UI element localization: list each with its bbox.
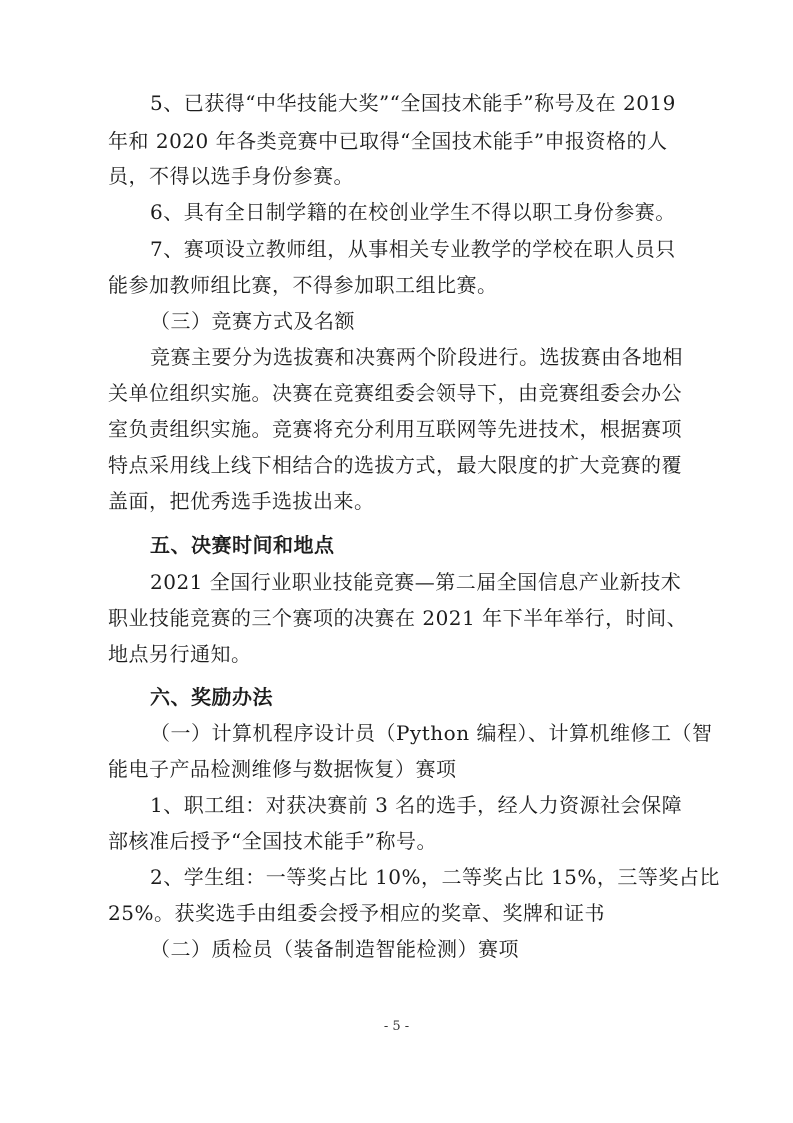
paragraph-line: 关单位组织实施。决赛在竞赛组委会领导下，由竞赛组委会办公 (108, 381, 682, 405)
paragraph-line: 室负责组织实施。竞赛将充分利用互联网等先进技术，根据赛项 (108, 417, 682, 441)
section-subheading: （二）质检员（装备制造智能检测）赛项 (150, 937, 519, 961)
paragraph-line: 能电子产品检测维修与数据恢复）赛项 (108, 757, 457, 781)
paragraph-line: 部核准后授予“全国技术能手”称号。 (108, 829, 437, 853)
paragraph-line: 能参加教师组比赛，不得参加职工组比赛。 (108, 273, 498, 297)
paragraph-line: 2、学生组：一等奖占比 10%，二等奖占比 15%，三等奖占比 (150, 865, 720, 889)
section-subheading: （三）竞赛方式及名额 (150, 309, 355, 333)
section-heading: 五、决赛时间和地点 (150, 533, 335, 557)
paragraph-line: 年和 2020 年各类竞赛中已取得“全国技术能手”申报资格的人 (108, 129, 668, 153)
paragraph-line: 竞赛主要分为选拔赛和决赛两个阶段进行。选拔赛由各地相 (150, 345, 683, 369)
paragraph-line: 特点采用线上线下相结合的选拔方式，最大限度的扩大竞赛的覆 (108, 453, 682, 477)
paragraph-line: 1、职工组：对获决赛前 3 名的选手，经人力资源社会保障 (150, 793, 683, 817)
paragraph-line: 6、具有全日制学籍的在校创业学生不得以职工身份参赛。 (150, 200, 676, 224)
paragraph-line: 员，不得以选手身份参赛。 (108, 164, 354, 188)
paragraph-line: 盖面，把优秀选手选拔出来。 (108, 489, 375, 513)
section-subheading: （一）计算机程序设计员（Python 编程）、计算机维修工（智 (150, 721, 713, 745)
paragraph-line: 5、已获得“中华技能大奖”“全国技术能手”称号及在 2019 (150, 91, 676, 115)
paragraph-line: 2021 全国行业职业技能竞赛—第二届全国信息产业新技术 (150, 570, 682, 594)
paragraph-line: 地点另行通知。 (108, 642, 252, 666)
page-number: - 5 - (383, 1019, 410, 1034)
paragraph-line: 25%。获奖选手由组委会授予相应的奖章、奖牌和证书 (108, 901, 605, 925)
section-heading: 六、奖励办法 (150, 685, 273, 709)
paragraph-line: 7、赛项设立教师组，从事相关专业教学的学校在职人员只 (150, 237, 676, 261)
paragraph-line: 职业技能竞赛的三个赛项的决赛在 2021 年下半年举行，时间、 (108, 606, 688, 630)
